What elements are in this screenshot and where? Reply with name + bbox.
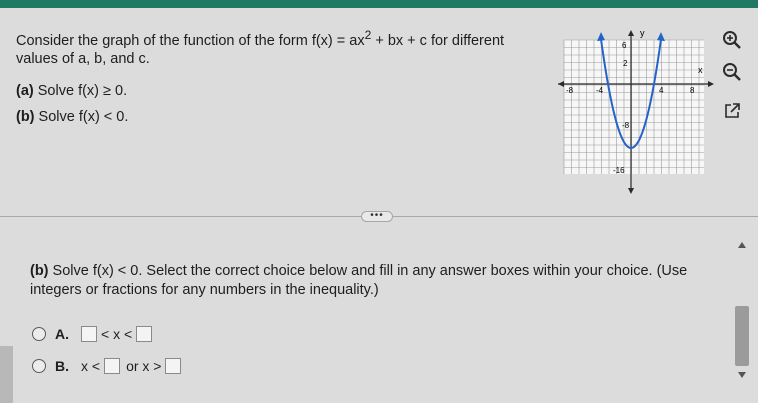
left-edge-strip [0, 346, 13, 403]
zoom-out-icon [722, 62, 742, 82]
answer-part-label: (b) [30, 263, 49, 279]
part-b-text: Solve f(x) < 0. [34, 108, 129, 125]
tick-x-neg4: -4 [596, 86, 604, 95]
tick-y-neg8: -8 [622, 121, 630, 130]
x-axis-left-arrow [558, 81, 564, 87]
caret-down-icon [738, 372, 746, 378]
part-b [16, 108, 536, 126]
zoom-in-icon [722, 30, 742, 50]
tick-x-neg8: -8 [566, 86, 574, 95]
question-intro [16, 26, 536, 68]
choice-a-relation: < x < [101, 326, 133, 342]
choice-b-relation-2: or x > [126, 358, 162, 374]
choice-a-radio[interactable] [32, 327, 46, 341]
caret-up-icon [738, 242, 746, 248]
choice-b-second-input[interactable] [165, 358, 181, 374]
choice-b-first-input[interactable] [104, 358, 120, 374]
curve-right-arrow [657, 32, 665, 41]
choice-a[interactable] [32, 326, 152, 342]
x-axis-label: x [698, 65, 703, 75]
part-a-text: Solve f(x) ≥ 0. [33, 82, 128, 99]
external-link-icon [723, 102, 741, 120]
tick-y-6: 6 [622, 41, 627, 50]
popout-button[interactable] [720, 99, 744, 123]
scroll-thumb[interactable] [735, 306, 749, 366]
zoom-in-button[interactable] [720, 28, 744, 52]
scroll-down-arrow[interactable] [737, 370, 747, 380]
intro-exponent: 2 [364, 28, 372, 42]
choice-b-radio[interactable] [32, 359, 46, 373]
y-axis-label: y [640, 28, 645, 38]
scrollbar[interactable] [734, 240, 750, 380]
top-accent-bar [0, 0, 758, 8]
choice-b-letter: B. [55, 358, 69, 374]
curve-left-arrow [597, 32, 605, 41]
answer-prompt [30, 262, 720, 300]
choice-a-upper-input[interactable] [136, 326, 152, 342]
y-axis-down-arrow [628, 188, 634, 194]
intro-prefix: Consider the graph of the function of the form f(x) = ax [16, 32, 365, 49]
zoom-out-button[interactable] [720, 60, 744, 84]
parabola-graph[interactable] [556, 26, 716, 198]
intro-suffix: + bx + c for different values of a, b, and c. [16, 32, 505, 67]
scroll-up-arrow[interactable] [737, 240, 747, 250]
part-a [16, 82, 536, 100]
choice-b[interactable] [32, 358, 181, 374]
choice-a-lower-input[interactable] [81, 326, 97, 342]
tick-y-neg16: -16 [613, 166, 625, 175]
tick-x-8: 8 [690, 86, 695, 95]
graph-background [564, 40, 704, 174]
part-a-label: (a) [16, 82, 34, 99]
choice-a-letter: A. [55, 326, 69, 342]
question-text [16, 26, 536, 126]
part-b-label: (b) [16, 108, 35, 125]
y-axis-up-arrow [628, 30, 634, 36]
tick-y-2: 2 [623, 59, 628, 68]
choice-b-relation-1: x < [81, 358, 101, 374]
tick-x-4: 4 [659, 86, 664, 95]
answer-prompt-text: Solve f(x) < 0. Select the correct choice below and fill in any answer boxes within your choice. (Use integers or fractions for any numbers in the inequality.) [30, 263, 688, 298]
x-axis-right-arrow [708, 81, 714, 87]
expand-more-button[interactable]: ••• [361, 211, 393, 222]
